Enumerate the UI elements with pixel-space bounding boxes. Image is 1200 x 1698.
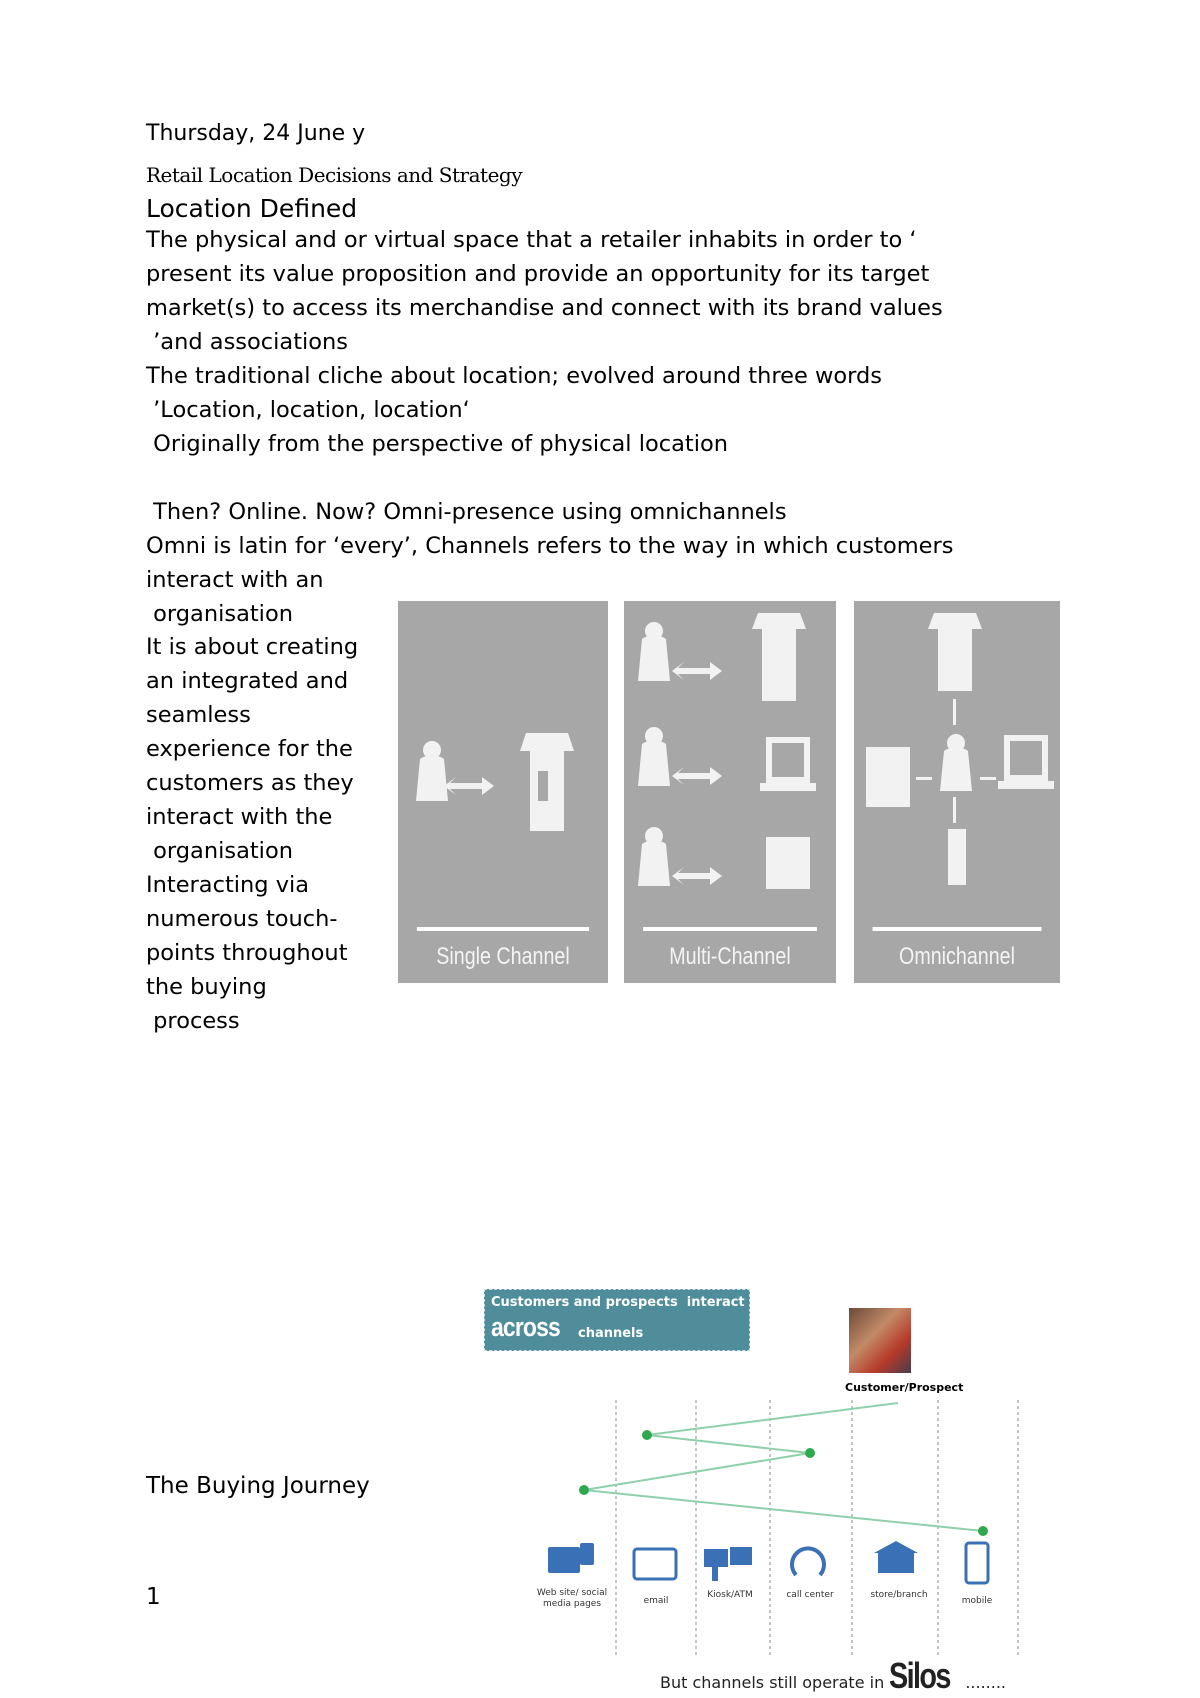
banner-top-text: Customers and prospects interact — [491, 1295, 745, 1310]
wrapped-line: process — [146, 1008, 240, 1034]
wrapped-line: points throughout — [146, 940, 348, 966]
buying-journey-label: The Buying Journey — [146, 1473, 370, 1499]
mobile-icon — [966, 1543, 988, 1583]
body-line: organisation — [146, 601, 293, 627]
channel-comparison-figure — [398, 601, 1060, 983]
channel-label-mobile: mobile — [961, 1596, 993, 1606]
wrapped-line: interact with the — [146, 804, 333, 830]
call-center-icon — [792, 1548, 824, 1575]
single-channel-panel — [398, 601, 608, 983]
journey-path — [584, 1403, 983, 1531]
journey-touchpoints — [579, 1430, 988, 1536]
channel-label-kiosk: Kiosk/ATM — [707, 1590, 753, 1600]
omnichannel-panel — [854, 601, 1060, 983]
channel-icons — [548, 1541, 988, 1583]
buying-journey-figure — [480, 1285, 1020, 1698]
wrapped-line: numerous touch- — [146, 906, 338, 932]
customer-caption: Customer/Prospect — [845, 1381, 964, 1394]
banner-small-text: channels — [578, 1326, 644, 1341]
single-channel-label: Single Channel — [417, 927, 589, 983]
body-line: Originally from the perspective of physical location — [146, 431, 728, 457]
multi-channel-panel — [624, 601, 836, 983]
silos-word: Silos — [889, 1655, 951, 1696]
body-line: ’Location, location, location‘ — [146, 397, 470, 423]
wrapped-line: organisation — [146, 838, 293, 864]
store-icon — [878, 1553, 914, 1573]
body-line: present its value proposition and provide an opportunity for its target — [146, 261, 930, 287]
channel-label-web: Web site/ social media pages — [536, 1588, 608, 1609]
banner-big-text: across — [491, 1312, 560, 1342]
silos-suffix: ........ — [965, 1673, 1007, 1692]
body-line: Then? Online. Now? Omni-presence using omnichannels — [146, 499, 787, 525]
wrapped-line: Interacting via — [146, 872, 310, 898]
wrapped-line: experience for the — [146, 736, 353, 762]
multi-channel-label: Multi-Channel — [643, 927, 817, 983]
wrapped-line: customers as they — [146, 770, 354, 796]
kiosk-icon — [704, 1549, 728, 1567]
single-channel-icons — [398, 601, 608, 931]
body-line: Omni is latin for ‘every’, Channels refers to the way in which customers — [146, 533, 954, 559]
silos-caption — [660, 1655, 1006, 1697]
course-title: Retail Location Decisions and Strategy — [146, 163, 522, 187]
channel-label-call-center: call center — [786, 1590, 834, 1600]
section-heading: Location Defined — [146, 194, 358, 223]
wrapped-line: It is about creating — [146, 634, 359, 660]
web-icon — [548, 1547, 580, 1573]
document-date: Thursday, 24 June y — [146, 121, 366, 146]
social-icon — [580, 1543, 594, 1565]
body-line: The traditional cliche about location; evolved around three words — [146, 363, 882, 389]
body-line: interact with an — [146, 567, 324, 593]
omnichannel-label: Omnichannel — [873, 927, 1042, 983]
wrapped-line: an integrated and — [146, 668, 349, 694]
channel-label-email: email — [643, 1596, 669, 1606]
wrapped-line: seamless — [146, 702, 251, 728]
journey-path-diagram — [480, 1285, 1020, 1675]
channel-label-store: store/branch — [870, 1590, 928, 1600]
multi-channel-icons — [624, 601, 836, 931]
atm-icon — [730, 1547, 752, 1565]
page-number: 1 — [146, 1584, 161, 1610]
body-line: ’and associations — [146, 329, 349, 355]
body-line: The physical and or virtual space that a retailer inhabits in order to ‘ — [146, 227, 917, 253]
wrapped-line: the buying — [146, 974, 267, 1000]
silos-prefix: But channels still operate in — [660, 1673, 890, 1692]
email-icon — [634, 1549, 676, 1579]
omnichannel-icons — [854, 601, 1060, 931]
body-line: market(s) to access its merchandise and connect with its brand values — [146, 295, 943, 321]
